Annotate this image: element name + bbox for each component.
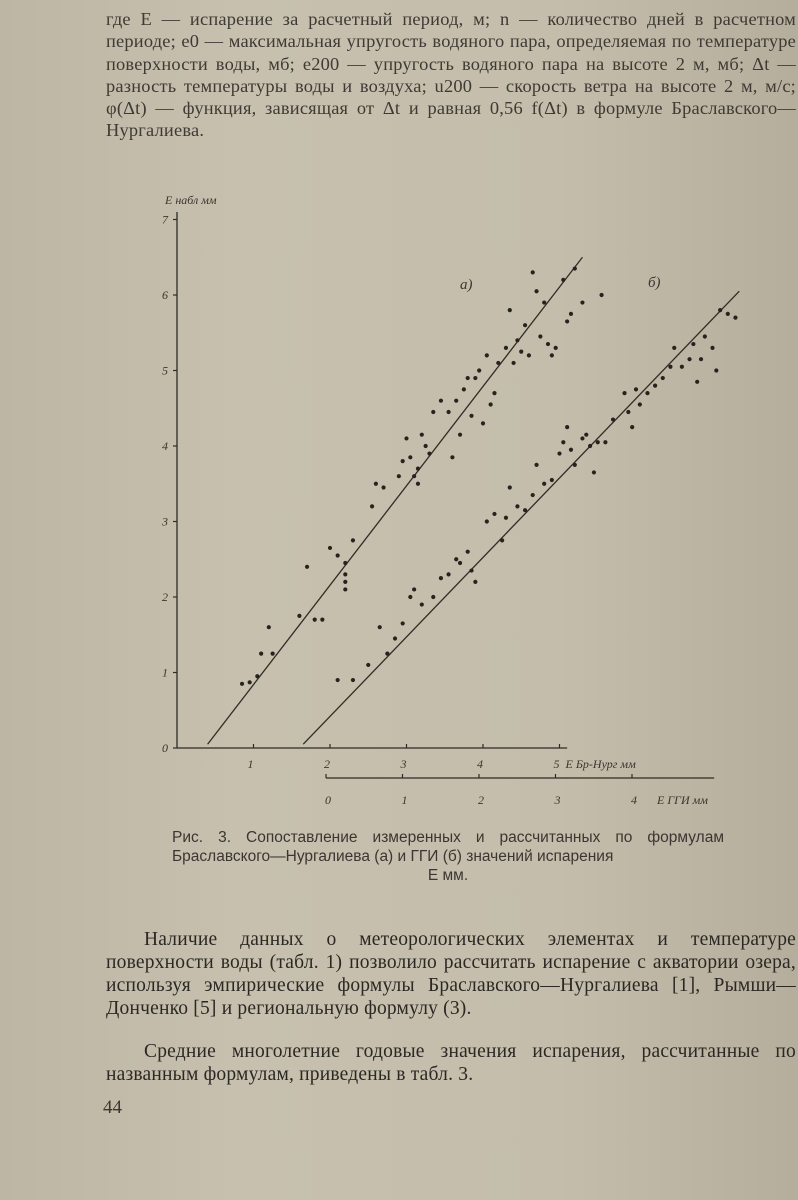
x-axis-2-tick-label: 3 bbox=[554, 793, 561, 807]
series-2-data-point bbox=[485, 519, 489, 523]
series-1-data-point bbox=[343, 561, 347, 565]
variable-definitions-text: где E — испарение за расчетный период, м; n — количество дней в расчетном периоде; e0 — максимальная упругость водяного пара, определяемая по температуре поверхности воды, мб; e200 — упругость водяного пара на высоте 2 м, мб; Δt — разность температуры воды и воздуха; u200 — скорость ветра на высоте 2 м, м/с; φ(Δt) — функция, зависящая от Δt и равная 0,56 f(Δt) в формуле Браславского—Нургалиева. bbox=[106, 9, 796, 141]
body-paragraph-1 bbox=[106, 928, 796, 1020]
regression-lines bbox=[208, 257, 740, 744]
series-2-data-point bbox=[718, 308, 722, 312]
series-2-data-point bbox=[603, 440, 607, 444]
series-1-data-point bbox=[527, 353, 531, 357]
series-2-data-point bbox=[500, 538, 504, 542]
series-2-data-point bbox=[592, 470, 596, 474]
series-2-data-point bbox=[695, 380, 699, 384]
scatter-points bbox=[240, 266, 738, 685]
series-1-data-point bbox=[473, 376, 477, 380]
series-2-data-point bbox=[580, 436, 584, 440]
series-1-data-point bbox=[439, 399, 443, 403]
series-1-data-point bbox=[573, 266, 577, 270]
series-2-data-point bbox=[515, 504, 519, 508]
series-2-data-point bbox=[504, 516, 508, 520]
series-1-data-point bbox=[523, 323, 527, 327]
series-2-data-point bbox=[351, 678, 355, 682]
series-2-data-point bbox=[385, 652, 389, 656]
series-1-data-point bbox=[343, 580, 347, 584]
series-1-data-point bbox=[462, 387, 466, 391]
series-1-data-point bbox=[267, 625, 271, 629]
series-1-data-point bbox=[508, 308, 512, 312]
series-2-data-point bbox=[703, 334, 707, 338]
series-1-data-point bbox=[416, 467, 420, 471]
series-2-data-point bbox=[714, 368, 718, 372]
x-axis-1-tick-label: 5 bbox=[553, 757, 560, 771]
series-2-data-point bbox=[336, 678, 340, 682]
series-2-data-point bbox=[630, 425, 634, 429]
series-2-data-point bbox=[626, 410, 630, 414]
x-axis-1-tick-label: 2 bbox=[324, 757, 330, 771]
chart-labels bbox=[161, 193, 708, 807]
series-1-data-point bbox=[481, 421, 485, 425]
series-1-data-point bbox=[328, 546, 332, 550]
series-1-data-point bbox=[561, 278, 565, 282]
series-1-data-point bbox=[320, 618, 324, 622]
series-2-data-point bbox=[431, 595, 435, 599]
series-2-data-point bbox=[412, 587, 416, 591]
series-1-data-point bbox=[420, 433, 424, 437]
series-1-data-point bbox=[546, 342, 550, 346]
series-1-data-point bbox=[374, 482, 378, 486]
y-tick-label: 6 bbox=[162, 288, 168, 302]
series-1-data-point bbox=[297, 614, 301, 618]
series-1-data-point bbox=[477, 368, 481, 372]
series-1-data-point bbox=[565, 319, 569, 323]
series-2-data-point bbox=[561, 440, 565, 444]
series-2-data-point bbox=[680, 365, 684, 369]
series-2-data-point bbox=[508, 485, 512, 489]
series-1-data-point bbox=[271, 652, 275, 656]
x-axis-2-tick-label: 1 bbox=[401, 793, 408, 807]
series-2-data-point bbox=[401, 621, 405, 625]
series-2-data-point bbox=[645, 391, 649, 395]
series-1-data-point bbox=[515, 338, 519, 342]
series-1-data-point bbox=[454, 399, 458, 403]
series-2-data-point bbox=[378, 625, 382, 629]
series-1-data-point bbox=[569, 312, 573, 316]
series-1-data-point bbox=[446, 410, 450, 414]
x-axis-2-label: E ГГИ мм bbox=[657, 793, 708, 807]
y-tick-label: 2 bbox=[162, 590, 168, 604]
series-2-data-point bbox=[596, 440, 600, 444]
series-1-data-point bbox=[248, 680, 252, 684]
series-2-data-point bbox=[653, 384, 657, 388]
series-1-data-point bbox=[416, 482, 420, 486]
series-1-data-point bbox=[408, 455, 412, 459]
series-2-data-point bbox=[542, 482, 546, 486]
series-1-data-point bbox=[599, 293, 603, 297]
figure-caption bbox=[172, 828, 724, 885]
series-1-data-point bbox=[343, 572, 347, 576]
series-1-data-point bbox=[534, 289, 538, 293]
series-1-data-point bbox=[412, 474, 416, 478]
series-1-data-point bbox=[255, 674, 259, 678]
body-paragraph-2 bbox=[106, 1040, 796, 1086]
series-2-data-point bbox=[393, 636, 397, 640]
x-axis-1-tick-label: 4 bbox=[477, 757, 483, 771]
series-1-data-point bbox=[424, 444, 428, 448]
x-axis-1-label: E Бр-Нург мм bbox=[565, 757, 636, 771]
series-1-data-point bbox=[492, 391, 496, 395]
series-1-data-point bbox=[343, 587, 347, 591]
series-1-regression-line bbox=[208, 257, 583, 744]
series-2-data-point bbox=[469, 568, 473, 572]
series-2-data-point bbox=[408, 595, 412, 599]
series-2-data-point bbox=[458, 561, 462, 565]
series-2-data-point bbox=[569, 448, 573, 452]
series-1-data-point bbox=[370, 504, 374, 508]
series-2-data-point bbox=[454, 557, 458, 561]
series-1-data-point bbox=[489, 402, 493, 406]
series-1-data-point bbox=[450, 455, 454, 459]
series-1-data-point bbox=[466, 376, 470, 380]
body-paragraph-2-text: Средние многолетние годовые значения испарения, рассчитанные по названным формулам, приведены в табл. 3. bbox=[106, 1041, 796, 1085]
series-2-data-point bbox=[638, 402, 642, 406]
series-2-data-point bbox=[446, 572, 450, 576]
y-tick-label: 1 bbox=[162, 665, 168, 680]
series-2-data-point bbox=[661, 376, 665, 380]
series-1-data-point bbox=[485, 353, 489, 357]
x-axis-2-tick-label: 4 bbox=[631, 793, 637, 807]
series-2-data-point bbox=[573, 463, 577, 467]
series-1-data-point bbox=[580, 300, 584, 304]
series-2-data-point bbox=[622, 391, 626, 395]
series-1-data-point bbox=[469, 414, 473, 418]
caption-text: Рис. 3. Сопоставление измеренных и рассчитанных по формулам Браславского—Нургалиева (а) и ГГИ (б) значений испарения bbox=[172, 829, 724, 865]
y-tick-label: 3 bbox=[162, 514, 168, 529]
series-2-data-point bbox=[531, 493, 535, 497]
series-1-data-point bbox=[240, 682, 244, 686]
series-1-data-point bbox=[427, 451, 431, 455]
x-axis-2-tick-label: 0 bbox=[325, 793, 331, 807]
y-axis-label: E набл мм bbox=[165, 193, 217, 207]
series-1-data-point bbox=[538, 334, 542, 338]
y-tick-label: 4 bbox=[162, 439, 168, 453]
y-tick-label: 7 bbox=[162, 212, 168, 227]
series-2-data-point bbox=[523, 508, 527, 512]
series-2-regression-line bbox=[303, 291, 739, 744]
series-1-data-point bbox=[554, 346, 558, 350]
series-2-data-point bbox=[565, 425, 569, 429]
series-2-data-point bbox=[550, 478, 554, 482]
series-1-data-point bbox=[336, 553, 340, 557]
series-2-data-point bbox=[588, 444, 592, 448]
y-tick-label: 0 bbox=[162, 741, 168, 755]
series-2-data-point bbox=[668, 365, 672, 369]
series-2-data-point bbox=[733, 316, 737, 320]
series-1-data-point bbox=[351, 538, 355, 542]
series-1-data-point bbox=[496, 361, 500, 365]
x-axis-1-tick-label: 1 bbox=[247, 757, 254, 771]
series-1-data-point bbox=[381, 485, 385, 489]
page-number: 44 bbox=[103, 1097, 122, 1118]
series-2-data-point bbox=[584, 433, 588, 437]
series-1-data-point bbox=[431, 410, 435, 414]
series-2-label: б) bbox=[648, 275, 661, 291]
series-2-data-point bbox=[557, 451, 561, 455]
series-1-label: а) bbox=[460, 277, 473, 293]
series-2-data-point bbox=[672, 346, 676, 350]
series-2-data-point bbox=[473, 580, 477, 584]
series-1-data-point bbox=[531, 270, 535, 274]
series-2-data-point bbox=[611, 417, 615, 421]
series-1-data-point bbox=[550, 353, 554, 357]
series-2-data-point bbox=[634, 387, 638, 391]
series-1-data-point bbox=[504, 346, 508, 350]
y-tick-label: 5 bbox=[162, 363, 168, 378]
x-axis-1-tick-label: 3 bbox=[400, 757, 407, 771]
series-1-data-point bbox=[397, 474, 401, 478]
caption-last-line: E мм. bbox=[427, 867, 469, 884]
series-2-data-point bbox=[366, 663, 370, 667]
series-1-data-point bbox=[313, 618, 317, 622]
x-axis-2-tick-label: 2 bbox=[478, 793, 484, 807]
series-2-data-point bbox=[687, 357, 691, 361]
series-2-data-point bbox=[534, 463, 538, 467]
series-2-data-point bbox=[439, 576, 443, 580]
series-2-data-point bbox=[466, 550, 470, 554]
series-1-data-point bbox=[401, 459, 405, 463]
series-2-data-point bbox=[492, 512, 496, 516]
series-1-data-point bbox=[305, 565, 309, 569]
series-2-data-point bbox=[420, 602, 424, 606]
series-1-data-point bbox=[542, 300, 546, 304]
series-2-data-point bbox=[710, 346, 714, 350]
body-paragraph-1-text: Наличие данных о метеорологических элементах и температуре поверхности воды (табл. 1) позволило рассчитать испарение с акватории озера, используя эмпирические формулы Браславского—Нургалиева [1], Рымши—Донченко [5] и региональную формулу (3). bbox=[106, 929, 796, 1019]
series-1-data-point bbox=[259, 652, 263, 656]
series-1-data-point bbox=[519, 350, 523, 354]
series-1-data-point bbox=[404, 436, 408, 440]
series-1-data-point bbox=[511, 361, 515, 365]
chart-axes bbox=[173, 212, 714, 778]
series-2-data-point bbox=[699, 357, 703, 361]
series-1-data-point bbox=[458, 433, 462, 437]
series-2-data-point bbox=[726, 312, 730, 316]
series-2-data-point bbox=[691, 342, 695, 346]
